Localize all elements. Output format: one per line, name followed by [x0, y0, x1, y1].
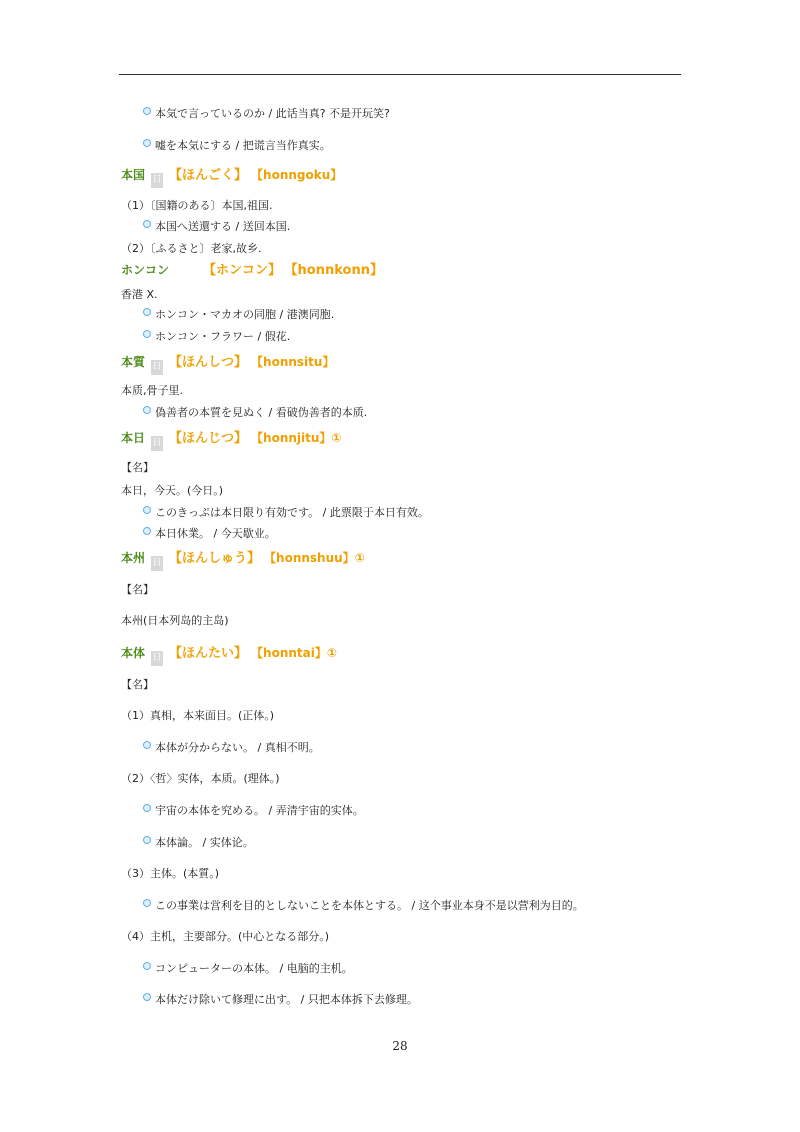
example-line: このきっぷは本日限り有効です。 / 此票限于本日有效。: [143, 506, 429, 520]
romaji: 【honnshuu】: [270, 551, 355, 565]
bullet-icon: [143, 220, 151, 228]
bullet-icon: [143, 804, 151, 812]
example-line: 嘘を本気にする / 把谎言当作真实。: [143, 139, 331, 153]
entry-heading: [121, 431, 342, 451]
headword: 本質: [121, 355, 146, 369]
sense-line: （2）〈哲〉实体，本质。(理体。): [121, 772, 280, 785]
bullet-icon: [143, 962, 151, 970]
reading: 【ほんしゅう】: [169, 551, 261, 566]
part-of-speech: 【名】: [121, 461, 154, 474]
headword: ホンコン: [121, 263, 170, 277]
language-tag-icon: 日: [151, 360, 163, 375]
bullet-icon: [143, 139, 151, 147]
bullet-icon: [143, 836, 151, 844]
sense-line: （1）真相，本来面目。(正体。): [121, 709, 275, 722]
sense-line: 本日，今天。(今日。): [121, 484, 224, 497]
example-line: コンピューターの本体。 / 电脑的主机。: [143, 962, 353, 976]
romaji: 【honngoku】: [257, 168, 343, 182]
language-tag-icon: 日: [151, 436, 163, 451]
romaji: 【honnjitu】: [257, 431, 332, 445]
romaji: 【honntai】: [257, 646, 327, 660]
accent-mark: ①: [331, 431, 342, 445]
romaji: 【honnsitu】: [257, 355, 335, 369]
bullet-icon: [143, 506, 151, 514]
example-line: 偽善者の本質を見ぬく / 看破伪善者的本质.: [143, 406, 367, 420]
reading: 【ほんごく】: [169, 168, 248, 183]
sense-line: 本质,骨子里.: [121, 384, 183, 397]
entry-heading: [121, 551, 365, 571]
example-line: 本国へ送還する / 送回本国.: [143, 220, 290, 234]
entry-heading: [121, 168, 342, 188]
example-line: 本体だけ除いて修理に出す。 / 只把本体拆下去修理。: [143, 993, 418, 1007]
headword: 本体: [121, 646, 146, 660]
headword: 本日: [121, 431, 146, 445]
part-of-speech: 【名】: [121, 583, 154, 596]
example-line: この事業は営利を目的としないことを本体とする。 / 这个事业本身不是以营利为目的。: [143, 899, 584, 913]
example-line: ホンコン・マカオの同胞 / 港澳同胞.: [143, 308, 334, 322]
example-line: 本体論。 / 实体论。: [143, 836, 254, 850]
bullet-icon: [143, 107, 151, 115]
accent-mark: ①: [354, 551, 365, 565]
reading: 【ほんたい】: [169, 646, 248, 661]
example-line: 宇宙の本体を究める。 / 弄清宇宙的实体。: [143, 804, 364, 818]
reading: 【ほんしつ】: [169, 355, 248, 370]
reading: 【ほんじつ】: [169, 431, 248, 446]
example-line: 本体が分からない。 / 真相不明。: [143, 741, 320, 755]
part-of-speech: 【名】: [121, 678, 154, 691]
reading: 【ホンコン】: [203, 263, 282, 278]
sense-line: 本州(日本列岛的主岛): [121, 614, 229, 627]
sense-line: 香港 X.: [121, 288, 158, 301]
entry-heading: [121, 355, 334, 375]
sense-line: （3）主体。(本質。): [121, 867, 220, 880]
header-rule: [119, 74, 681, 75]
bullet-icon: [143, 308, 151, 316]
bullet-icon: [143, 330, 151, 338]
example-line: 本日休業。 / 今天歇业。: [143, 527, 276, 541]
accent-mark: ①: [326, 646, 338, 660]
sense-line: （2）〔ふるさと〕老家,故乡.: [121, 242, 262, 255]
example-line: 本気で言っているのか / 此话当真? 不是开玩笑?: [143, 107, 390, 121]
sense-line: （4）主机，主要部分。(中心となる部分。): [121, 930, 330, 943]
bullet-icon: [143, 741, 151, 749]
romaji: 【honnkonn】: [291, 263, 383, 278]
page-number: 28: [392, 1039, 408, 1053]
headword: 本州: [121, 551, 146, 565]
language-tag-icon: 日: [151, 556, 163, 571]
bullet-icon: [143, 527, 151, 535]
bullet-icon: [143, 899, 151, 907]
language-tag-icon: 日: [151, 173, 163, 188]
bullet-icon: [143, 406, 151, 414]
language-tag-icon: 日: [151, 651, 163, 666]
headword: 本国: [121, 168, 146, 182]
entry-heading: [121, 646, 337, 666]
sense-line: （1）〔国籍のある〕本国,祖国.: [121, 199, 273, 212]
example-line: ホンコン・フラワー / 假花.: [143, 330, 290, 344]
bullet-icon: [143, 993, 151, 1001]
entry-heading: [121, 263, 383, 278]
